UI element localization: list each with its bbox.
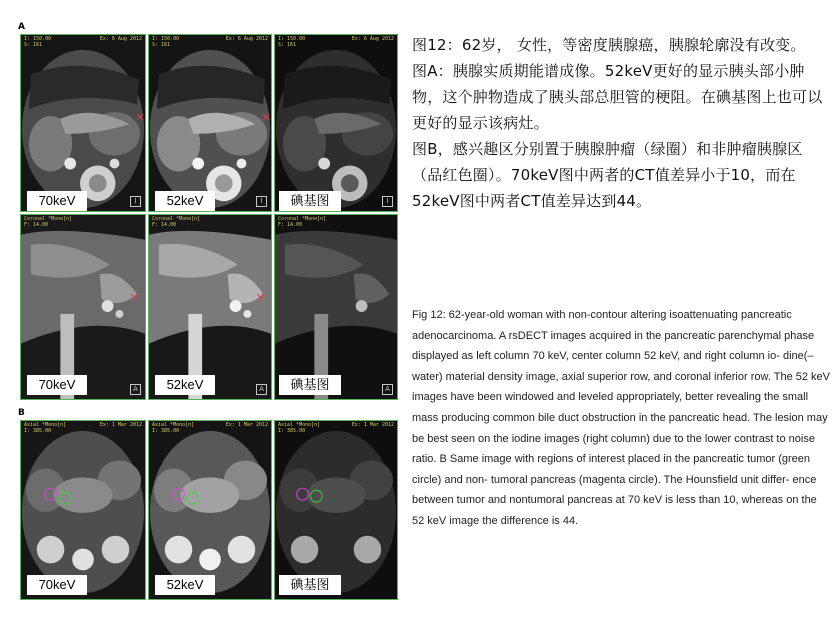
energy-caption: 70keV xyxy=(27,375,87,395)
dicom-date: Ex: 1 Mar 2012 xyxy=(99,422,142,428)
energy-caption: 碘基图 xyxy=(279,575,341,595)
chinese-paragraph-2: 图A：胰腺实质期能谱成像。52keV更好的显示胰头部小肿物，这个肿物造成了胰头部总胆管的梗阻。在碘基图上也可以更好的显示该病灶。 xyxy=(412,62,823,132)
ct-b-roi-70kev xyxy=(20,420,146,600)
energy-caption: 70keV xyxy=(27,575,87,595)
dicom-header: Axial *Mono[n] I: 385.00 xyxy=(278,422,321,434)
ct-b-roi-iodine xyxy=(274,420,398,600)
energy-caption: 碘基图 xyxy=(279,191,341,211)
ct-axial-image xyxy=(275,35,397,211)
chinese-paragraph-3: 图B，感兴趣区分别置于胰腺肿瘤（绿圈）和非肿瘤胰腺区（品红色圈）。70keV图中两者的CT值差异小于10，而在52keV图中两者CT值差异达到44。 xyxy=(412,140,803,210)
ct-roi-image xyxy=(21,421,145,599)
ct-coronal-image xyxy=(149,215,271,399)
energy-caption: 52keV xyxy=(155,375,215,395)
dicom-header: Coronal *Mono[n] F: 14.00 xyxy=(24,216,73,228)
ct-a-coronal-70kev xyxy=(20,214,146,400)
ct-b-roi-52kev xyxy=(148,420,272,600)
dicom-header: I: 150.00 S: 161 xyxy=(24,36,52,48)
ct-axial-image xyxy=(149,35,271,211)
english-caption: Fig 12: 62-year-old woman with non-contour altering isoattenuating pancreatic adenocarcinoma. A rsDECT images acquired in the pancreatic parenchymal phase displayed as left column 70 keV, center column 52 keV, and right column io- dine(–water) material density image, axial superior row, and coronal inferior row. The 52 keV images have been windowed and leveled appropriately, better revealing the small mass producing common bile duct obstruction in the pancreatic head. The lesion may be best seen on the iodine images (right column) due to the lower contrast to noise ratio. B Same image with regions of interest placed in the pancreatic tumor (green circle) and non- tumoral pancreas (magenta circle). The Hounsfield unit differ- ence between tumor and nontumoral pancreas at 70 keV is less than 10, whereas on the 52 keV image the difference is 44. xyxy=(412,309,830,527)
orientation-marker: I xyxy=(256,196,267,207)
dicom-date: Ex: 1 Mar 2012 xyxy=(225,422,268,428)
energy-caption: 52keV xyxy=(155,191,215,211)
dicom-header: Coronal *Mono[n] F: 14.00 xyxy=(278,216,327,228)
dicom-date: Ex: 6 Aug 2012 xyxy=(99,36,142,42)
dicom-date: Ex: 6 Aug 2012 xyxy=(225,36,268,42)
ct-coronal-image xyxy=(275,215,397,399)
energy-caption: 52keV xyxy=(155,575,215,595)
panel-a-label: A xyxy=(18,22,25,32)
orientation-marker: A xyxy=(382,384,393,395)
chinese-description xyxy=(412,32,832,214)
ct-a-axial-iodine xyxy=(274,34,398,212)
dicom-header: Axial *Mono[n] I: 385.00 xyxy=(152,422,195,434)
panel-b-label: B xyxy=(18,408,25,418)
energy-caption: 70keV xyxy=(27,191,87,211)
chinese-paragraph-1: 图12：62岁， 女性，等密度胰腺癌，胰腺轮廓没有改变。 xyxy=(412,36,806,54)
orientation-marker: A xyxy=(256,384,267,395)
dicom-date: Ex: 6 Aug 2012 xyxy=(351,36,394,42)
ct-a-coronal-52kev xyxy=(148,214,272,400)
energy-caption: 碘基图 xyxy=(279,375,341,395)
ct-a-axial-52kev xyxy=(148,34,272,212)
ct-axial-image xyxy=(21,35,145,211)
ct-roi-image xyxy=(275,421,397,599)
ct-roi-image xyxy=(149,421,271,599)
orientation-marker: I xyxy=(130,196,141,207)
orientation-marker: A xyxy=(130,384,141,395)
dicom-date: Ex: 1 Mar 2012 xyxy=(351,422,394,428)
ct-a-coronal-iodine xyxy=(274,214,398,400)
dicom-header: I: 150.00 S: 161 xyxy=(278,36,306,48)
ct-a-axial-70kev xyxy=(20,34,146,212)
dicom-header: Coronal *Mono[n] F: 14.00 xyxy=(152,216,201,228)
orientation-marker: I xyxy=(382,196,393,207)
dicom-header: Axial *Mono[n] I: 385.00 xyxy=(24,422,67,434)
dicom-header: I: 150.00 S: 161 xyxy=(152,36,180,48)
ct-coronal-image xyxy=(21,215,145,399)
